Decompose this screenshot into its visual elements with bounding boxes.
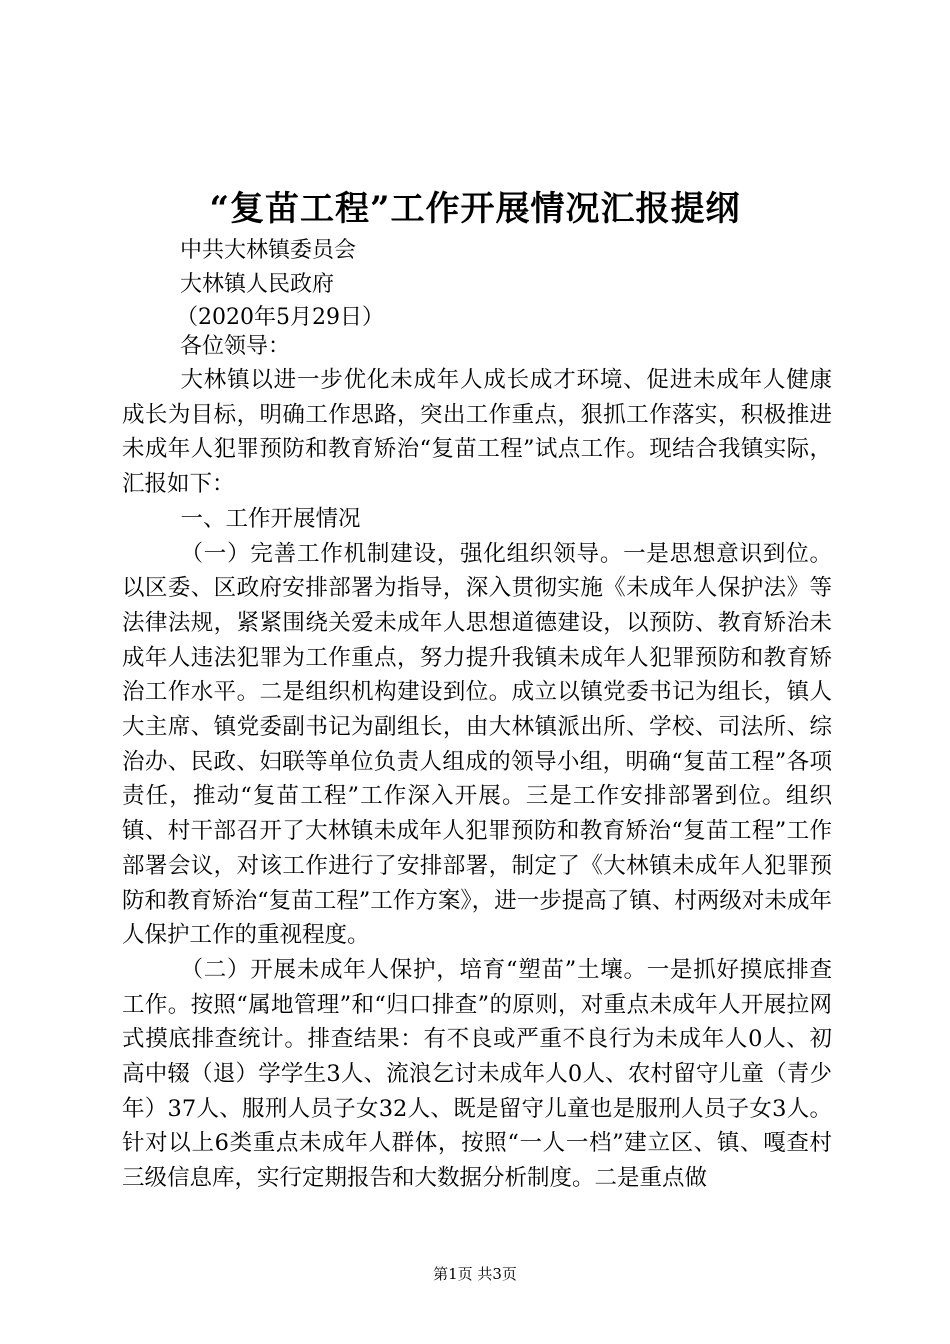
section-heading: 一、工作开展情况 <box>180 505 361 532</box>
document-body <box>122 363 832 1196</box>
page-number-footer: 第1页 共3页 <box>433 1265 517 1283</box>
issuing-organization-party-committee: 中共大林镇委员会 <box>180 238 357 263</box>
intro-paragraph: 大林镇以进一步优化未成年人成长成才环境、促进未成年人健康成长为目标，明确工作思路，突出工作重点，狠抓工作落实，积极推进未成年人犯罪预防和教育矫治“复苗工程”试点工作。现结合我镇实际，汇报如下： <box>122 367 832 498</box>
paragraph-protection: （二）开展未成年人保护，培育“塑苗”土壤。一是抓好摸底排查工作。按照“属地管理”和“归口排查”的原则，对重点未成年人开展拉网式摸底排查统计。排查结果：有不良或严重不良行为未成年人0人、初高中辍（退）学学生3人、流浪乞讨未成年人0人、农村留守儿童（青少年）37人、服刑人员子女32人、既是留守儿童也是服刑人员子女3人。针对以上6类重点未成年人群体，按照“一人一档”建立区、镇、嘎查村三级信息库，实行定期报告和大数据分析制度。二是重点做 <box>122 956 832 1192</box>
salutation: 各位领导： <box>180 334 291 359</box>
document-date: （2020年5月29日） <box>176 305 384 330</box>
document-title: “复苗工程”工作开展情况汇报提纲 <box>209 189 741 229</box>
issuing-organization-government: 大林镇人民政府 <box>180 272 335 297</box>
paragraph-mechanism: （一）完善工作机制建设，强化组织领导。一是思想意识到位。以区委、区政府安排部署为指导，深入贯彻实施《未成年人保护法》等法律法规，紧紧围绕关爱未成年人思想道德建设，以预防、教育矫治未成年人违法犯罪为工作重点，努力提升我镇未成年人犯罪预防和教育矫治工作水平。二是组织机构建设到位。成立以镇党委书记为组长，镇人大主席、镇党委副书记为副组长，由大林镇派出所、学校、司法所、综治办、民政、妇联等单位负责人组成的领导小组，明确“复苗工程”各项责任，推动“复苗工程”工作深入开展。三是工作安排部署到位。组织镇、村干部召开了大林镇未成年人犯罪预防和教育矫治“复苗工程”工作部署会议，对该工作进行了安排部署，制定了《大林镇未成年人犯罪预防和教育矫治“复苗工程”工作方案》，进一步提高了镇、村两级对未成年人保护工作的重视程度。 <box>122 540 832 949</box>
